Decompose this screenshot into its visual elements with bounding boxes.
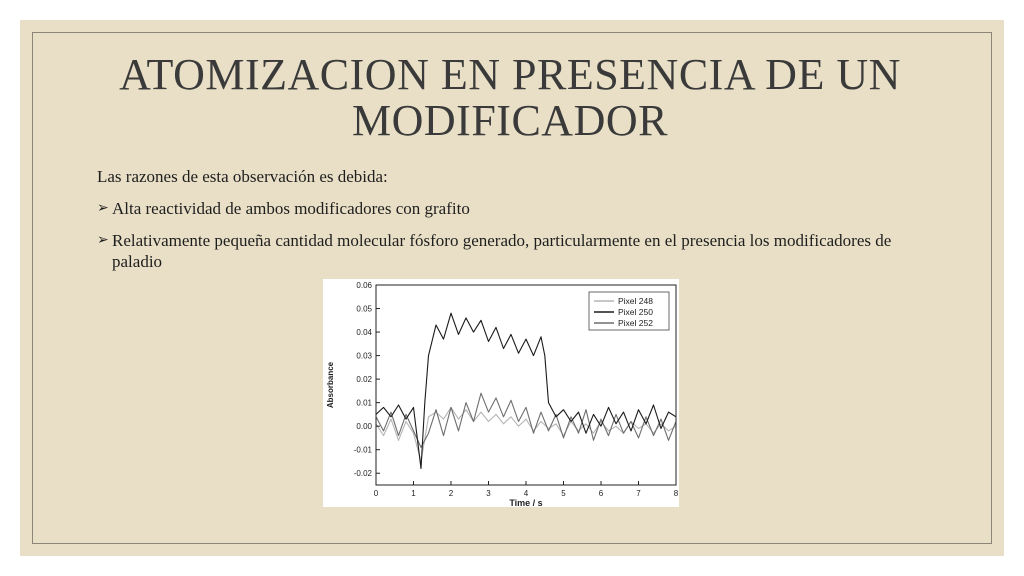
legend-label: Pixel 252 <box>618 318 653 328</box>
legend-label: Pixel 248 <box>618 296 653 306</box>
y-tick-label: 0.04 <box>356 328 372 338</box>
x-tick-label: 1 <box>411 489 416 498</box>
bullet-item <box>97 198 897 219</box>
chart-svg <box>323 279 679 507</box>
x-tick-label: 0 <box>373 489 379 498</box>
slide-body <box>97 166 897 283</box>
x-tick-label: 2 <box>448 489 454 498</box>
series-line-pixel-252 <box>376 393 676 447</box>
y-tick-label: 0.01 <box>356 398 372 408</box>
bullet-text: Alta reactividad de ambos modificadores con grafito <box>112 199 470 218</box>
bullet-item <box>97 230 897 272</box>
x-tick-label: 4 <box>523 489 529 498</box>
y-tick-label: 0.05 <box>356 304 372 314</box>
series-line-pixel-250 <box>376 313 676 468</box>
y-tick-label: 0.06 <box>356 281 372 290</box>
x-axis-label: Time / s <box>509 498 543 507</box>
y-tick-label: 0.03 <box>356 351 372 361</box>
bullet-text: Relativamente pequeña cantidad molecular fósforo generado, particularmente en el presencia los modificadores de paladio <box>112 231 892 271</box>
slide-title-line-2: MODIFICADOR <box>352 96 668 145</box>
x-tick-label: 5 <box>561 489 566 498</box>
series-line-pixel-248 <box>376 407 676 461</box>
slide-title-line-1: ATOMIZACION EN PRESENCIA DE UN <box>119 50 901 99</box>
x-tick-label: 8 <box>673 489 679 498</box>
y-axis-label: Absorbance <box>326 361 335 409</box>
chart-legend <box>589 292 669 330</box>
slide-title <box>60 52 960 144</box>
intro-text: Las razones de esta observación es debida: <box>97 167 388 186</box>
x-tick-label: 7 <box>636 489 641 498</box>
absorbance-chart <box>323 279 679 507</box>
y-tick-label: 0.00 <box>356 422 372 432</box>
x-tick-label: 3 <box>486 489 491 498</box>
arrow-bullet-icon: ➢ <box>97 201 109 216</box>
y-tick-label: -0.01 <box>353 445 372 455</box>
y-tick-label: 0.02 <box>356 375 372 385</box>
arrow-bullet-icon: ➢ <box>97 233 109 248</box>
legend-label: Pixel 250 <box>618 307 653 317</box>
y-tick-label: -0.02 <box>353 469 372 479</box>
x-tick-label: 6 <box>598 489 604 498</box>
